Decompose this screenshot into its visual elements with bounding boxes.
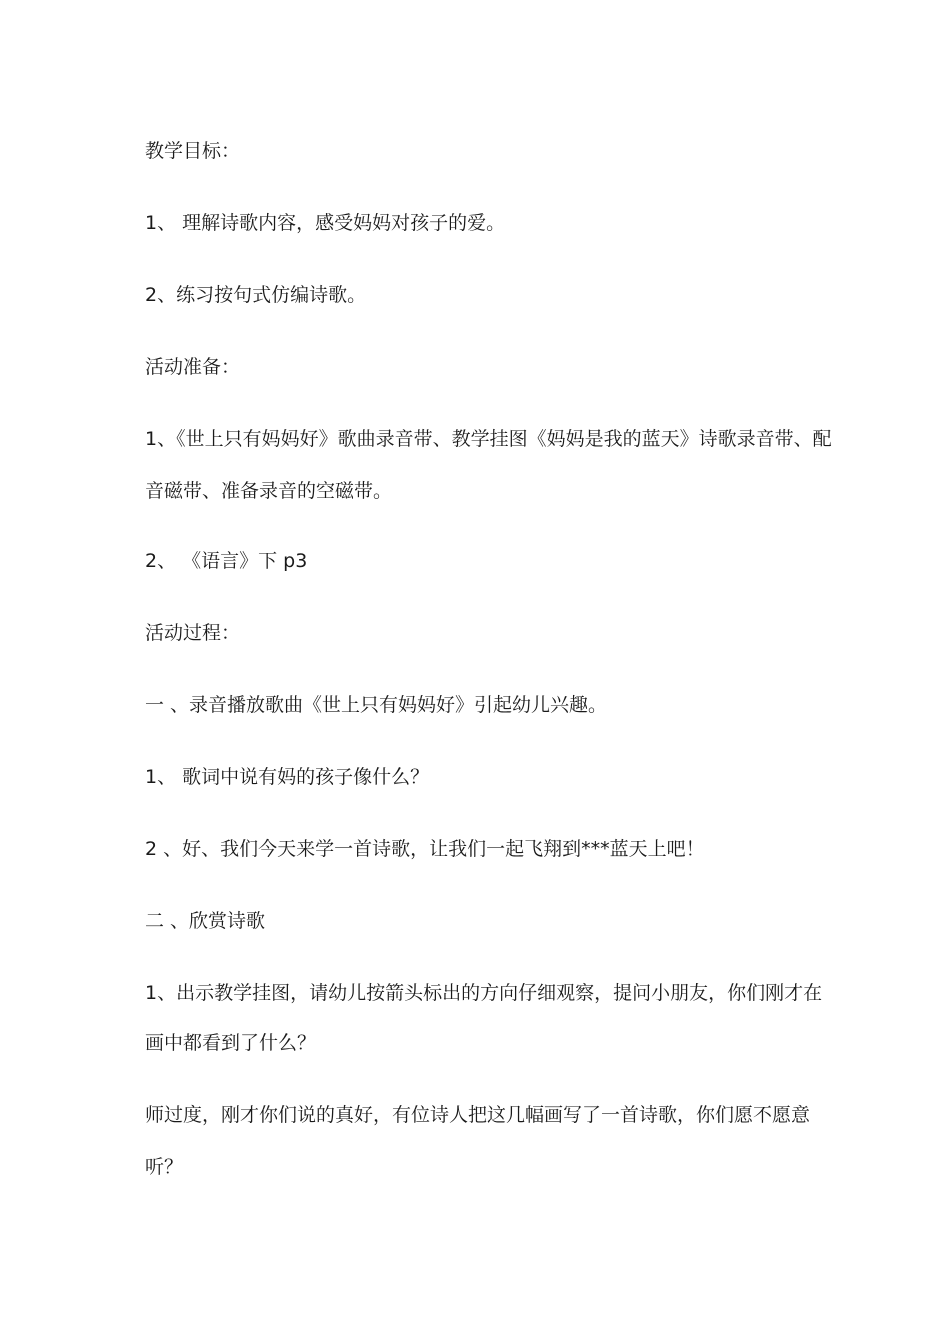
process-step-2: 二 、欣赏诗歌 [145, 910, 266, 932]
heading-teaching-goals: 教学目标： [145, 140, 241, 162]
process-step-2-item-1-line-2: 画中都看到了什么？ [145, 1032, 317, 1054]
preparation-item-1-line-2: 音磁带、准备录音的空磁带。 [145, 480, 393, 502]
goal-item-1: 1、 理解诗歌内容，感受妈妈对孩子的爱。 [145, 212, 506, 234]
preparation-item-1-line-1: 1、《世上只有妈妈好》歌曲录音带、教学挂图《妈妈是我的蓝天》诗歌录音带、配 [145, 428, 832, 450]
process-step-1-item-2: 2 、好、我们今天来学一首诗歌，让我们一起飞翔到***蓝天上吧！ [145, 838, 705, 860]
heading-activity-preparation: 活动准备： [145, 356, 241, 378]
teacher-transition-line-1: 师过度，刚才你们说的真好，有位诗人把这几幅画写了一首诗歌，你们愿不愿意 [145, 1104, 811, 1126]
preparation-item-2: 2、 《语言》下 p3 [145, 550, 308, 572]
heading-activity-process: 活动过程： [145, 622, 241, 644]
process-step-2-item-1-line-1: 1、出示教学挂图，请幼儿按箭头标出的方向仔细观察，提问小朋友，你们刚才在 [145, 982, 823, 1004]
teacher-transition-line-2: 听？ [145, 1156, 184, 1178]
process-step-1: 一 、录音播放歌曲《世上只有妈妈好》引起幼儿兴趣。 [145, 694, 608, 716]
process-step-1-question-1: 1、 歌词中说有妈的孩子像什么？ [145, 766, 430, 788]
goal-item-2: 2、练习按句式仿编诗歌。 [145, 284, 367, 306]
